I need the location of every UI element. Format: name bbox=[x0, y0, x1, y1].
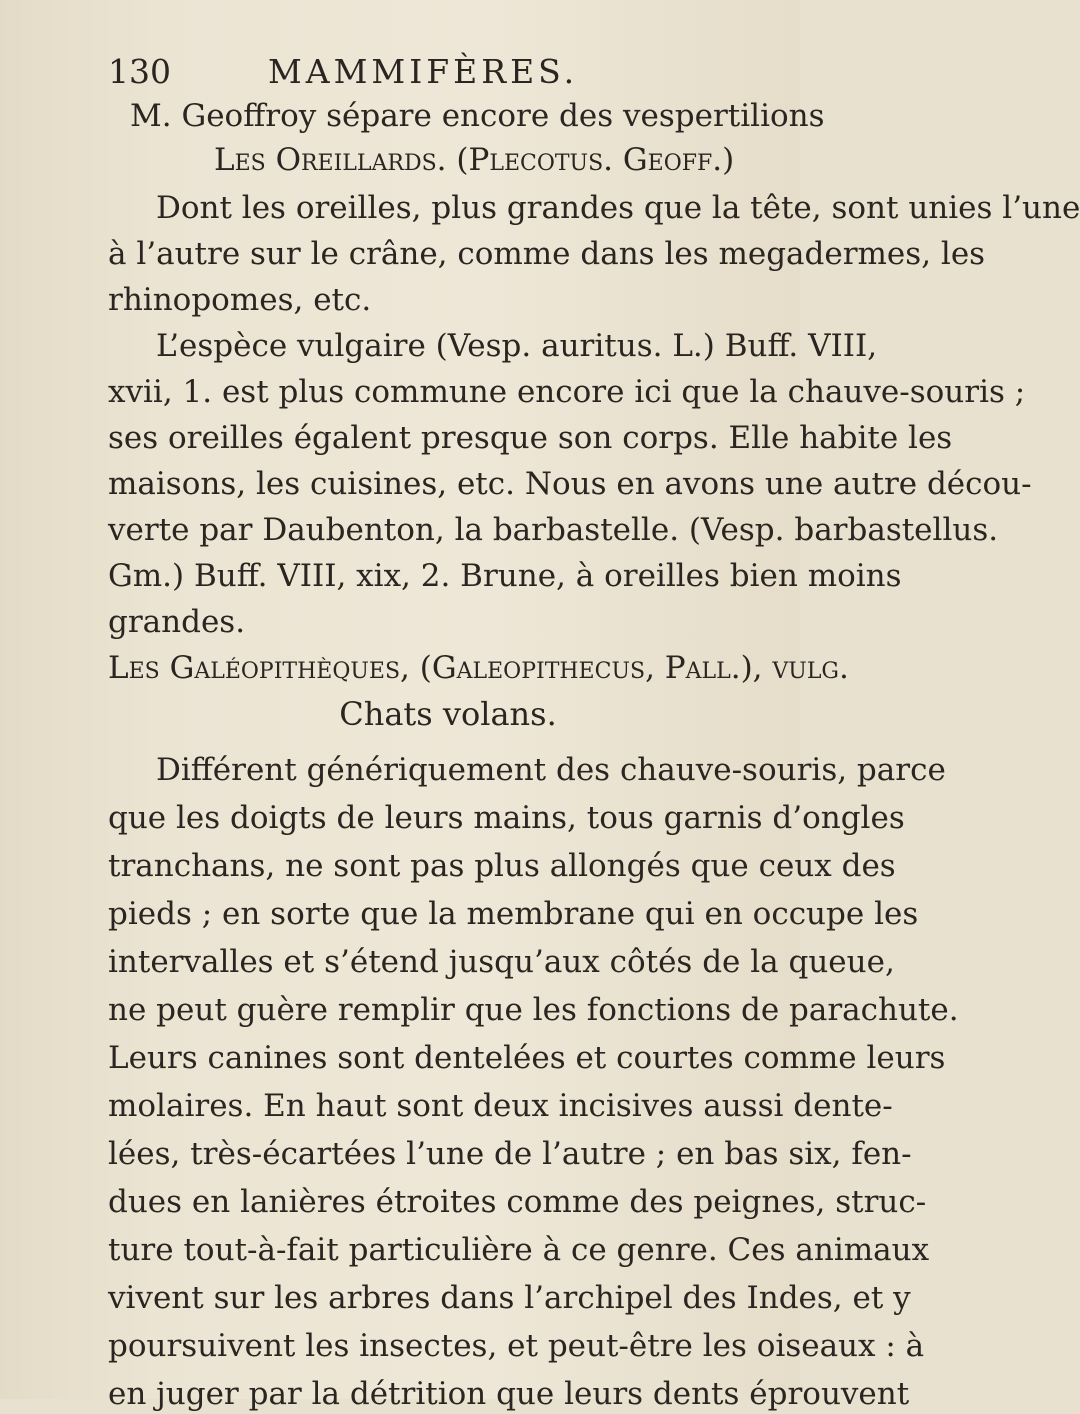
text-line: maisons, les cuisines, etc. Nous en avons une autre décou- bbox=[108, 466, 1032, 502]
text-line: L’espèce vulgaire (Vesp. auritus. L.) Buff. VIII, bbox=[156, 328, 878, 364]
heading-galeopitheques: Les Galéopithèques, (Galeopithecus, Pall.), vulg. bbox=[108, 650, 849, 686]
text-line: M. Geoffroy sépare encore des vespertilions bbox=[130, 98, 825, 134]
text-line: poursuivent les insectes, et peut-être les oiseaux : à bbox=[108, 1328, 925, 1364]
text-line: rhinopomes, etc. bbox=[108, 282, 372, 318]
text-line: à l’autre sur le crâne, comme dans les megadermes, les bbox=[108, 236, 986, 272]
text-line: Différent génériquement des chauve-souris, parce bbox=[156, 752, 946, 788]
text-line: en juger par la détrition que leurs dents éprouvent bbox=[108, 1376, 910, 1412]
page-number: 130 bbox=[108, 52, 171, 91]
text-line: Dont les oreilles, plus grandes que la tête, sont unies l’une bbox=[156, 190, 1080, 226]
text-line: intervalles et s’étend jusqu’aux côtés de la queue, bbox=[108, 944, 895, 980]
text-line: tranchans, ne sont pas plus allongés que ceux des bbox=[108, 848, 896, 884]
heading-chats-volans: Chats volans. bbox=[339, 695, 557, 733]
text-line: ne peut guère remplir que les fonctions de parachute. bbox=[108, 992, 959, 1028]
text-line: xvii, 1. est plus commune encore ici que la chauve-souris ; bbox=[108, 374, 1026, 410]
text-line: ses oreilles égalent presque son corps. Elle habite les bbox=[108, 420, 953, 456]
text-line: Leurs canines sont dentelées et courtes comme leurs bbox=[108, 1040, 946, 1076]
text-line: molaires. En haut sont deux incisives aussi dente- bbox=[108, 1088, 893, 1124]
text-line: lées, très-écartées l’une de l’autre ; en bas six, fen- bbox=[108, 1136, 912, 1172]
text-line: que les doigts de leurs mains, tous garnis d’ongles bbox=[108, 800, 905, 836]
text-line: verte par Daubenton, la barbastelle. (Vesp. barbastellus. bbox=[108, 512, 999, 548]
text-line: vivent sur les arbres dans l’archipel des Indes, et y bbox=[108, 1280, 911, 1316]
text-line: grandes. bbox=[108, 604, 246, 640]
text-line: Gm.) Buff. VIII, xix, 2. Brune, à oreilles bien moins bbox=[108, 558, 902, 594]
heading-oreillards: Les Oreillards. (Plecotus. Geoff.) bbox=[214, 142, 735, 178]
text-line: ture tout-à-fait particulière à ce genre. Ces animaux bbox=[108, 1232, 930, 1268]
text-line: dues en lanières étroites comme des peignes, struc- bbox=[108, 1184, 927, 1220]
text-line: pieds ; en sorte que la membrane qui en occupe les bbox=[108, 896, 919, 932]
running-title: MAMMIFÈRES. bbox=[268, 52, 579, 91]
